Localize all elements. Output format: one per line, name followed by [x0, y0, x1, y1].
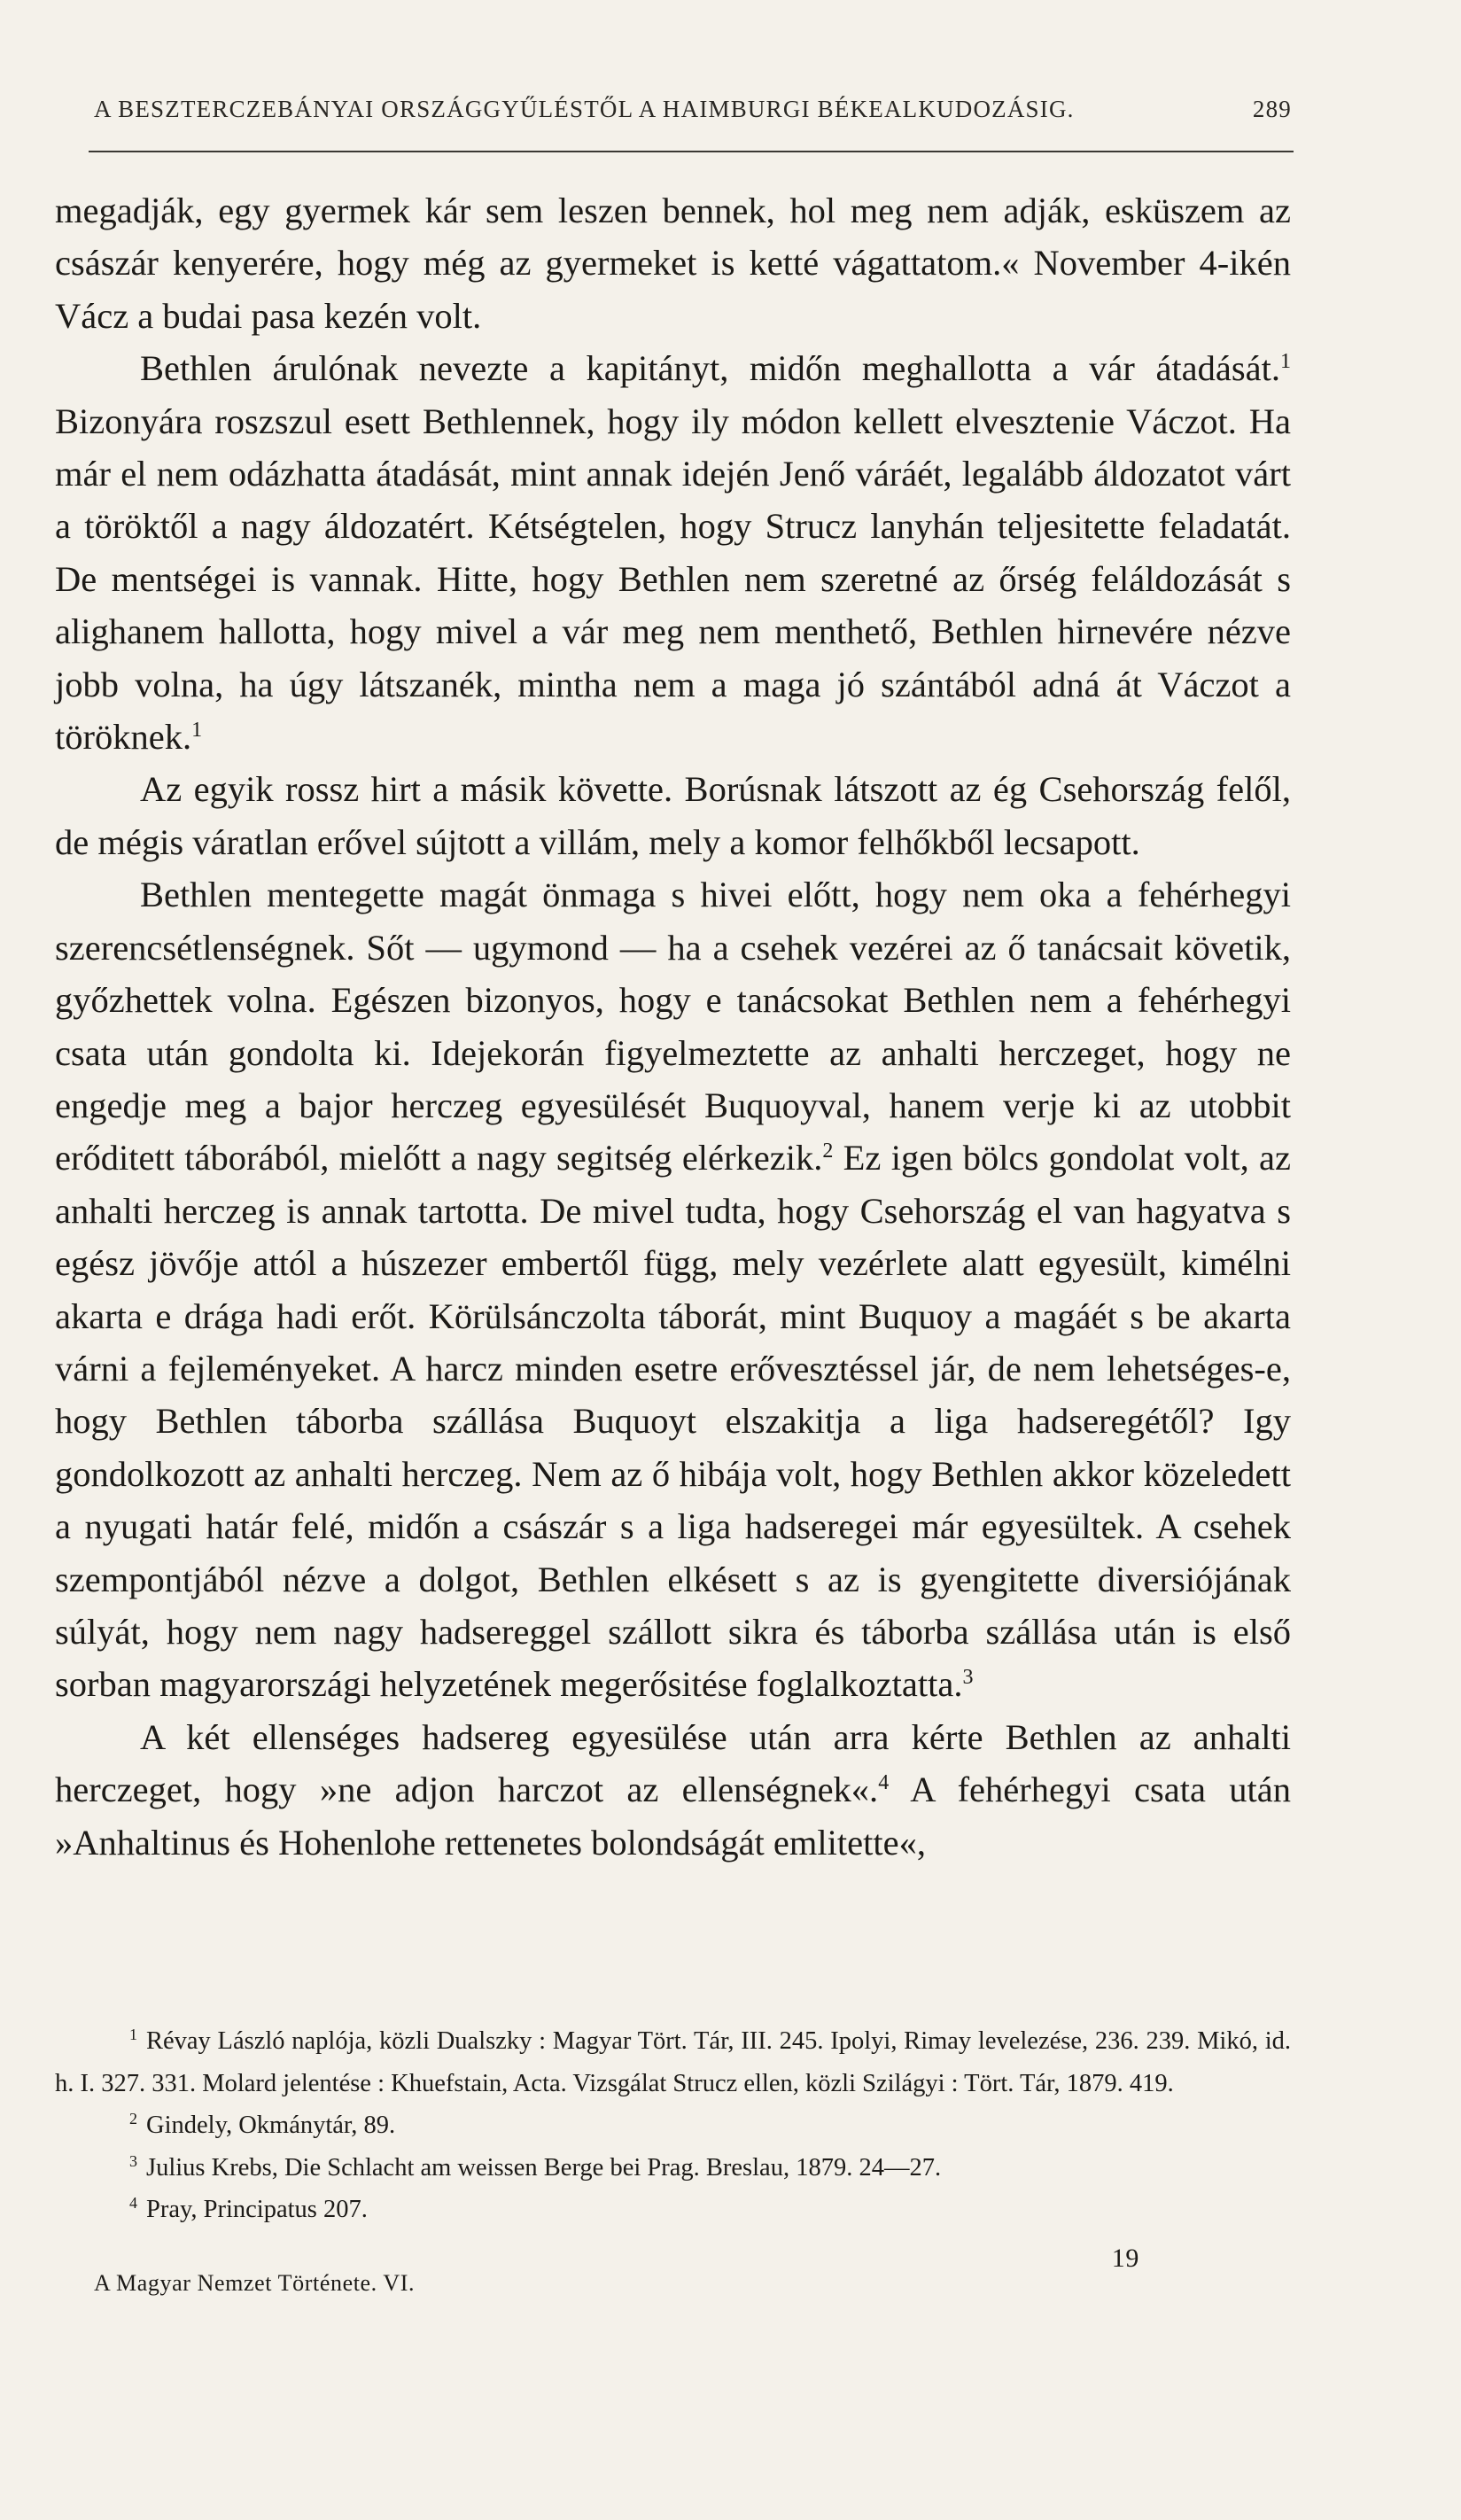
paragraph-1: [55, 184, 1291, 342]
running-header: [94, 96, 1292, 123]
footnote-mark: 1: [129, 2026, 137, 2043]
paragraph-2: [55, 342, 1291, 763]
footnote-3: [55, 2147, 1291, 2189]
footnote-mark: 2: [129, 2110, 137, 2127]
footnote-ref-2[interactable]: 2: [822, 1139, 834, 1163]
main-text: [55, 184, 1291, 1869]
page-footer: [94, 2244, 1139, 2300]
footnote-4: [55, 2189, 1291, 2231]
running-title: A BESZTERCZEBÁNYAI ORSZÁGGYŰLÉSTŐL A HAIMBURGI BÉKEALKUDOZÁSIG.: [94, 96, 1075, 122]
paragraph-2-text-b: Bizonyára roszszul esett Bethlennek, hogy ily módon kellett elvesztenie Váczot. Ha már el nem odázhatta átadását, mint annak idején Jenő váráét, legalább áldozatot várt a töröktől a nagy áldozatért. Kétségtelen, hogy Strucz lanyhán teljesitette feladatát. De mentségei is vannak. Hitte, hogy Bethlen nem szeretné az őrség feláldozását s alighanem hallotta, hogy mivel a vár meg nem menthető, Bethlen hirnevére nézve jobb volna, ha úgy látszanék, mintha nem a maga jó szántából adná át Váczot a töröknek.: [55, 401, 1291, 758]
signature-mark: 19: [1111, 2244, 1139, 2273]
footnote-mark: 4: [129, 2194, 137, 2212]
footnote-ref-3[interactable]: 3: [962, 1666, 974, 1690]
page-number: 289: [1252, 96, 1292, 122]
book-title: A Magyar Nemzet Története. VI.: [94, 2270, 416, 2296]
paragraph-4: [55, 868, 1291, 1711]
paragraph-5: [55, 1711, 1291, 1869]
footnote-text: Révay László naplója, közli Dualszky : Magyar Tört. Tár, III. 245. Ipolyi, Rimay levelezése, 236. 239. Mikó, id. h. I. 327. 331. Molard jelentése : Khuefstain, Acta. Vizsgálat Strucz ellen, közli Szilágyi : Tört. Tár, 1879. 419.: [55, 2027, 1291, 2097]
footnote-2: [55, 2104, 1291, 2147]
footnote-mark: 3: [129, 2151, 137, 2170]
paragraph-1-text: megadják, egy gyermek kár sem leszen bennek, hol meg nem adják, esküszem az császár kenyerére, hogy még az gyermeket is ketté vágattatom.« November 4-ikén Vácz a budai pasa kezén volt.: [55, 191, 1291, 336]
header-rule: [89, 151, 1294, 152]
paragraph-5-text-b: A fehérhegyi csata után »Anhaltinus és Hohenlohe rettenetes bolondságát emlitette«,: [55, 1769, 1292, 1863]
footnote-text: Julius Krebs, Die Schlacht am weissen Berge bei Prag. Breslau, 1879. 24—27.: [146, 2153, 942, 2182]
paragraph-4-text-b: Ez igen bölcs gondolat volt, az anhalti herczeg is annak tartotta. De mivel tudta, hogy Csehország el van hagyatva s egész jövője attól a húszezer embertől függ, mely vezérlete alatt egyesült, kimélni akarta e drága hadi erőt. Körülsánczolta táborát, mint Buquoy a magáét s be akarta várni a fejleményeket. A harcz minden esetre erővesztéssel jár, de nem lehetséges-e, hogy Bethlen táborba szállása Buquoyt elszakitja a liga hadseregétől? Igy gondolkozott az anhalti herczeg. Nem az ő hibája volt, hogy Bethlen akkor közeledett a nyugati határ felé, midőn a császár s a liga hadseregei már egyesültek. A csehek szempontjából nézve a dolgot, Bethlen elkésett s az is gyengitette diversiójának súlyát, hogy nem nagy hadsereggel szállott sikra és táborba szállása után is első sorban magyarországi helyzetének megerősitése foglalkoztatta.: [55, 1138, 1292, 1705]
paragraph-5-text-a: A két ellenséges hadsereg egyesülése után arra kérte Bethlen az anhalti herczeget, hogy »ne adjon harczot az ellenségnek«.: [55, 1716, 1291, 1810]
paragraph-3: [55, 763, 1291, 868]
paragraph-2-text-a: Bethlen árulónak nevezte a kapitányt, midőn meghallotta a vár átadását.: [140, 348, 1280, 389]
footnote-1: [55, 2020, 1291, 2104]
footnote-ref-1b[interactable]: 1: [191, 719, 203, 743]
paragraph-3-text: Az egyik rossz hirt a másik követte. Borúsnak látszott az ég Csehország felől, de mégis váratlan erővel sújtott a villám, mely a komor felhőkből lecsapott.: [55, 769, 1291, 862]
footnotes: [55, 2020, 1291, 2231]
paragraph-4-text-a: Bethlen mentegette magát önmaga s hivei előtt, hogy nem oka a fehérhegyi szerencsétlenségnek. Sőt — ugymond — ha a csehek vezérei az ő tanácsait követik, győzhettek volna. Egészen bizonyos, hogy e tanácsokat Bethlen nem a fehérhegyi csata után gondolta ki. Idejekorán figyelmeztette az anhalti herczeget, hogy ne engedje meg a bajor herczeg egyesülését Buquoyval, hanem verje ki az utobbit erőditett táborából, mielőtt a nagy segitség elérkezik.: [55, 875, 1291, 1178]
footnote-text: Gindely, Okmánytár, 89.: [146, 2112, 396, 2139]
footnote-ref-1a[interactable]: 1: [1280, 350, 1291, 374]
footnote-text: Pray, Principatus 207.: [146, 2196, 368, 2223]
footnote-ref-4[interactable]: 4: [878, 1771, 890, 1795]
